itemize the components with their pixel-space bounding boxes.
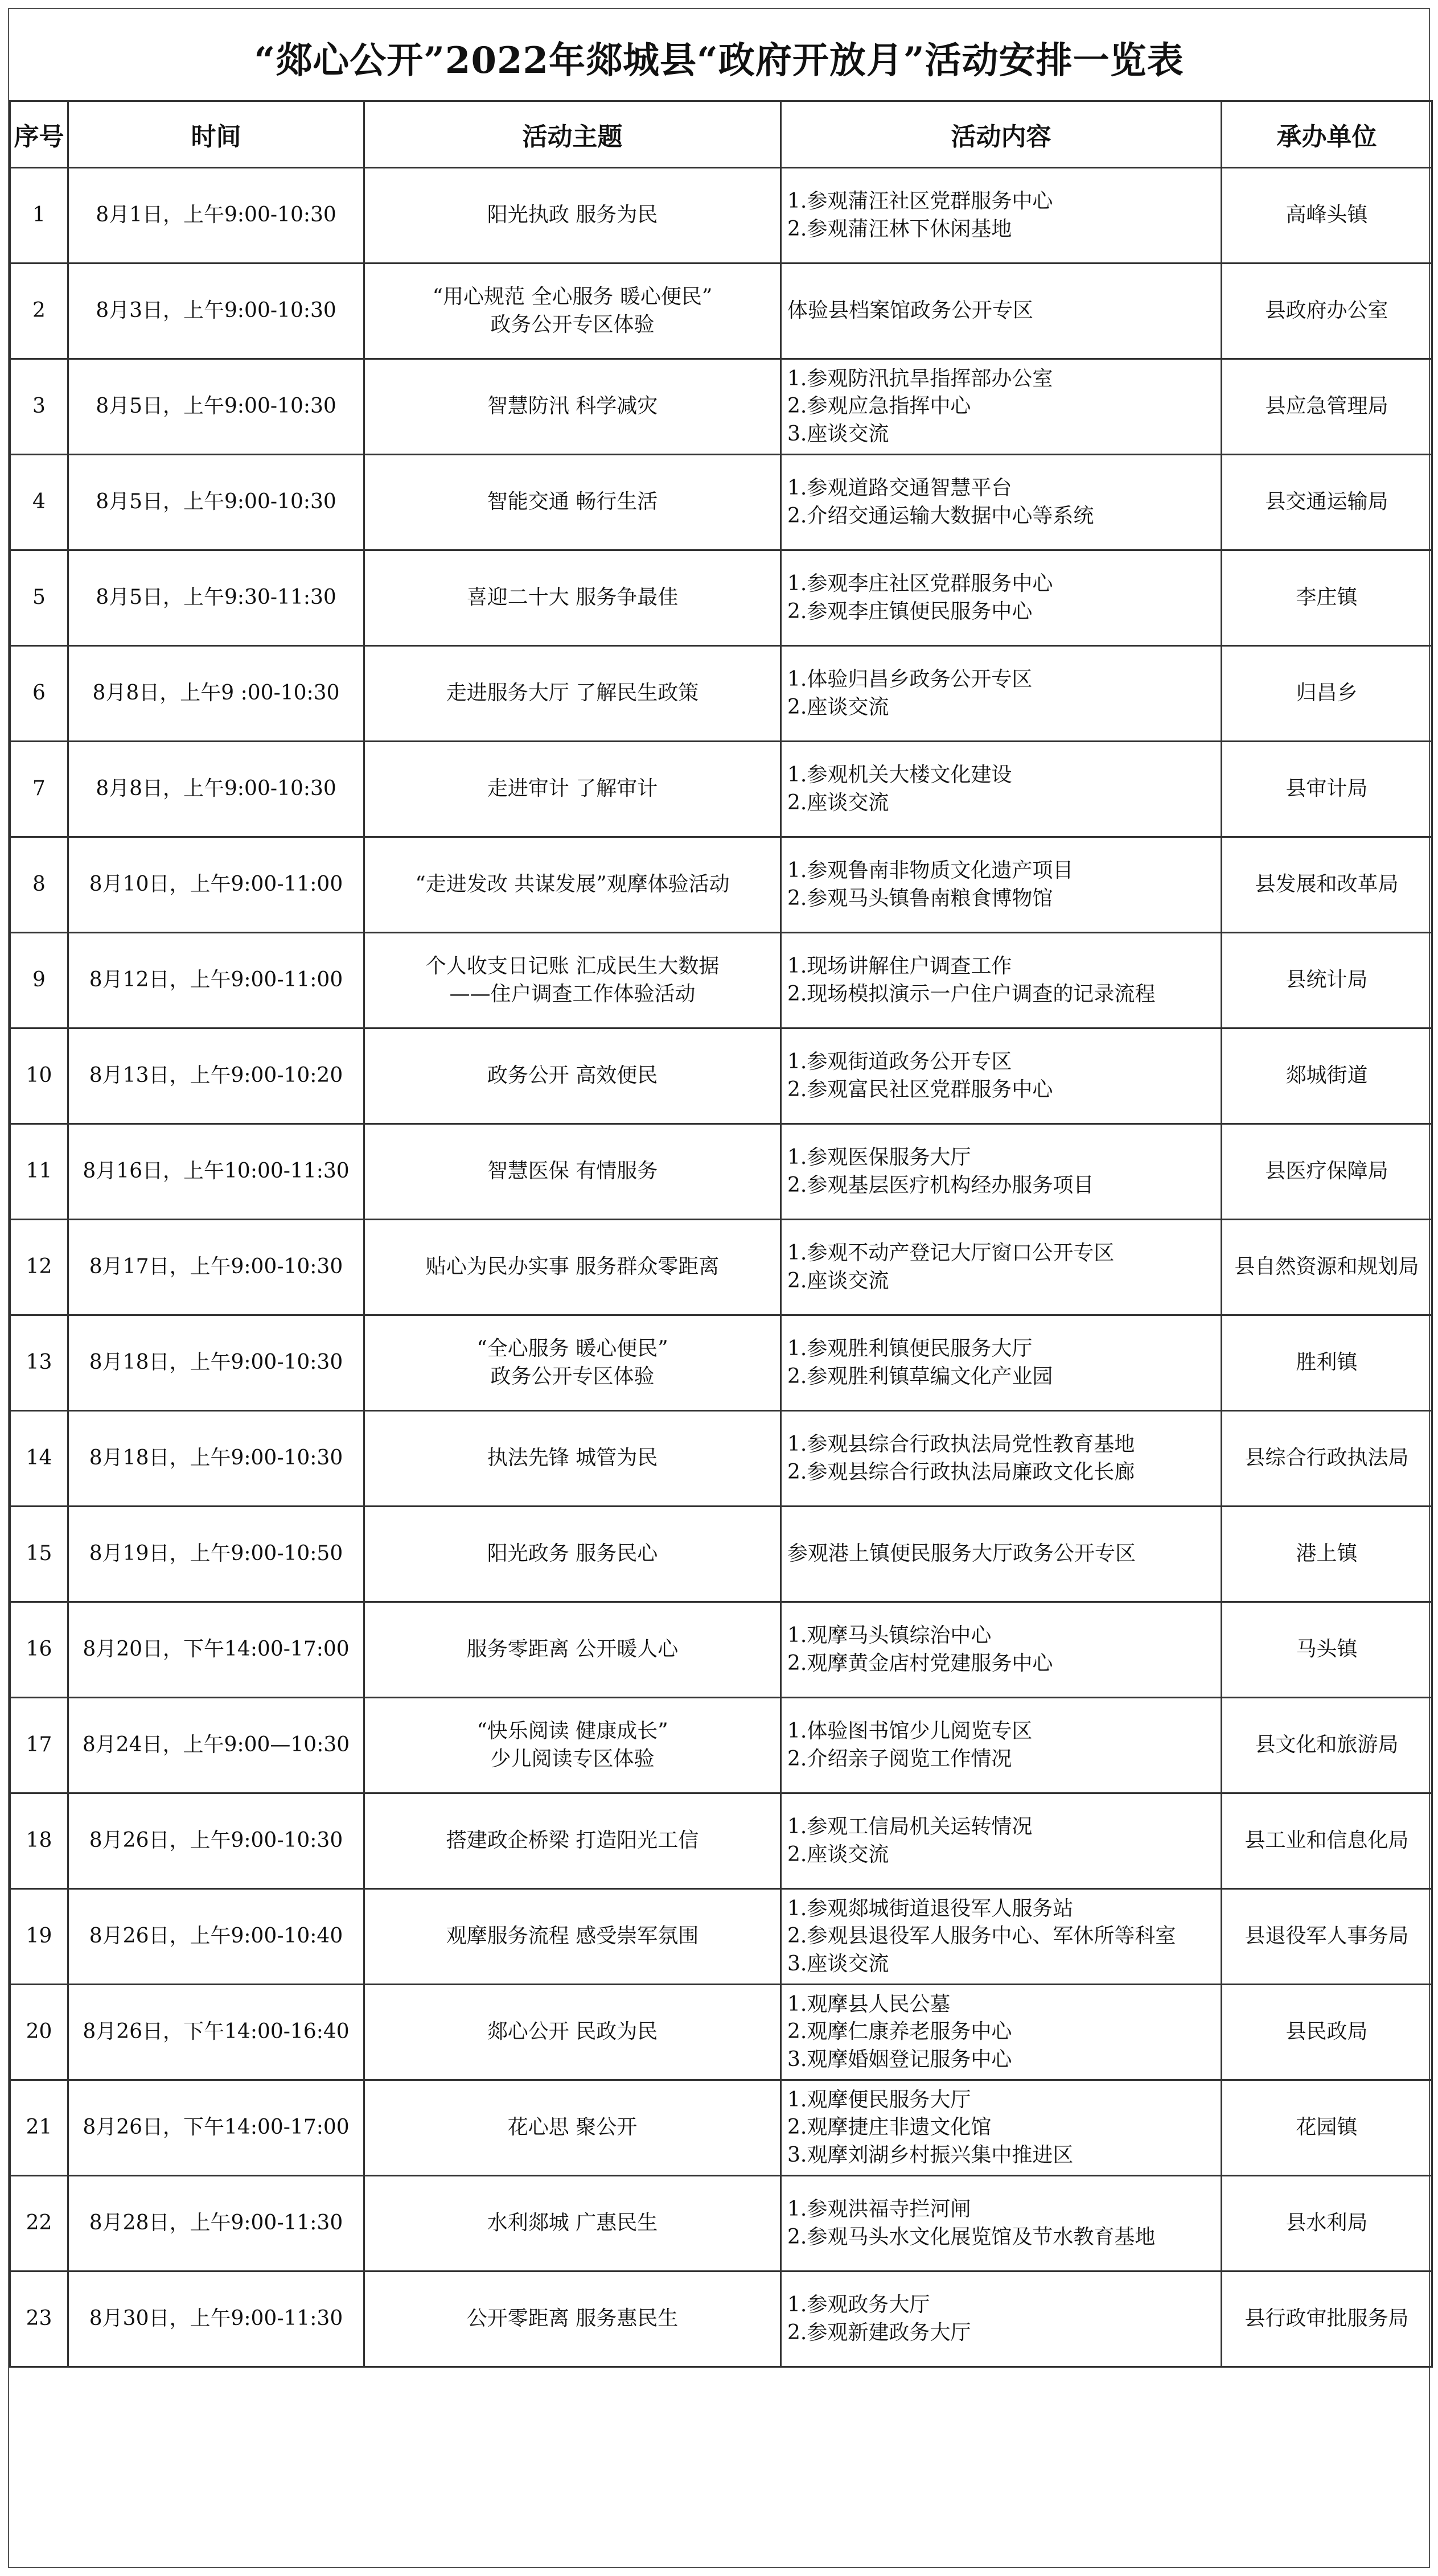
cell-unit: 县自然资源和规划局 <box>1222 1220 1432 1315</box>
cell-content: 1.参观蒲汪社区党群服务中心 2.参观蒲汪林下休闲基地 <box>781 168 1222 264</box>
cell-theme: “全心服务 暖心便民” 政务公开专区体验 <box>364 1315 781 1411</box>
table-row <box>10 455 1432 550</box>
cell-content: 1.参观道路交通智慧平台 2.介绍交通运输大数据中心等系统 <box>781 455 1222 550</box>
cell-no: 20 <box>10 1985 68 2080</box>
cell-content: 体验县档案馆政务公开专区 <box>781 264 1222 359</box>
table-row <box>10 646 1432 742</box>
cell-time: 8月10日，上午9:00-11:00 <box>68 837 364 933</box>
cell-unit: 县审计局 <box>1222 742 1432 837</box>
cell-theme: “用心规范 全心服务 暖心便民” 政务公开专区体验 <box>364 264 781 359</box>
cell-theme: 花心思 聚公开 <box>364 2080 781 2176</box>
cell-no: 14 <box>10 1411 68 1507</box>
cell-time: 8月13日，上午9:00-10:20 <box>68 1028 364 1124</box>
cell-unit: 县退役军人事务局 <box>1222 1889 1432 1985</box>
table-row <box>10 2176 1432 2272</box>
cell-time: 8月12日，上午9:00-11:00 <box>68 933 364 1028</box>
cell-no: 4 <box>10 455 68 550</box>
header-theme: 活动主题 <box>364 101 781 168</box>
cell-theme: 服务零距离 公开暖人心 <box>364 1602 781 1698</box>
cell-unit: 县工业和信息化局 <box>1222 1793 1432 1889</box>
cell-unit: 县综合行政执法局 <box>1222 1411 1432 1507</box>
cell-content: 1.现场讲解住户调查工作 2.现场模拟演示一户住户调查的记录流程 <box>781 933 1222 1028</box>
document-sheet <box>8 8 1430 2568</box>
cell-unit: 李庄镇 <box>1222 550 1432 646</box>
cell-theme: 阳光政务 服务民心 <box>364 1507 781 1602</box>
cell-unit: 县文化和旅游局 <box>1222 1698 1432 1793</box>
cell-no: 2 <box>10 264 68 359</box>
cell-theme: 搭建政企桥梁 打造阳光工信 <box>364 1793 781 1889</box>
cell-content: 1.参观县综合行政执法局党性教育基地 2.参观县综合行政执法局廉政文化长廊 <box>781 1411 1222 1507</box>
cell-unit: 县行政审批服务局 <box>1222 2272 1432 2367</box>
header-time: 时间 <box>68 101 364 168</box>
table-row <box>10 1889 1432 1985</box>
cell-time: 8月1日，上午9:00-10:30 <box>68 168 364 264</box>
header-content: 活动内容 <box>781 101 1222 168</box>
cell-time: 8月28日，上午9:00-11:30 <box>68 2176 364 2272</box>
cell-time: 8月30日，上午9:00-11:30 <box>68 2272 364 2367</box>
cell-time: 8月16日，上午10:00-11:30 <box>68 1124 364 1220</box>
cell-content: 1.观摩马头镇综治中心 2.观摩黄金店村党建服务中心 <box>781 1602 1222 1698</box>
cell-no: 1 <box>10 168 68 264</box>
cell-content: 1.参观医保服务大厅 2.参观基层医疗机构经办服务项目 <box>781 1124 1222 1220</box>
cell-unit: 县发展和改革局 <box>1222 837 1432 933</box>
cell-time: 8月18日，上午9:00-10:30 <box>68 1315 364 1411</box>
cell-theme: 水利郯城 广惠民生 <box>364 2176 781 2272</box>
cell-content: 1.参观政务大厅 2.参观新建政务大厅 <box>781 2272 1222 2367</box>
cell-unit: 郯城街道 <box>1222 1028 1432 1124</box>
header-unit: 承办单位 <box>1222 101 1432 168</box>
cell-no: 21 <box>10 2080 68 2176</box>
cell-time: 8月26日，上午9:00-10:30 <box>68 1793 364 1889</box>
cell-unit: 高峰头镇 <box>1222 168 1432 264</box>
table-row <box>10 550 1432 646</box>
cell-time: 8月3日，上午9:00-10:30 <box>68 264 364 359</box>
cell-theme: 个人收支日记账 汇成民生大数据 ——住户调查工作体验活动 <box>364 933 781 1028</box>
cell-content: 1.观摩便民服务大厅 2.观摩捷庄非遗文化馆 3.观摩刘湖乡村振兴集中推进区 <box>781 2080 1222 2176</box>
cell-time: 8月5日，上午9:00-10:30 <box>68 455 364 550</box>
cell-no: 13 <box>10 1315 68 1411</box>
cell-theme: 智能交通 畅行生活 <box>364 455 781 550</box>
cell-no: 17 <box>10 1698 68 1793</box>
cell-no: 7 <box>10 742 68 837</box>
table-row <box>10 1602 1432 1698</box>
cell-content: 1.参观街道政务公开专区 2.参观富民社区党群服务中心 <box>781 1028 1222 1124</box>
cell-unit: 县水利局 <box>1222 2176 1432 2272</box>
table-row <box>10 2080 1432 2176</box>
cell-time: 8月19日，上午9:00-10:50 <box>68 1507 364 1602</box>
table-row <box>10 837 1432 933</box>
cell-no: 22 <box>10 2176 68 2272</box>
cell-content: 1.参观李庄社区党群服务中心 2.参观李庄镇便民服务中心 <box>781 550 1222 646</box>
cell-theme: 走进服务大厅 了解民生政策 <box>364 646 781 742</box>
table-row <box>10 742 1432 837</box>
cell-unit: 县交通运输局 <box>1222 455 1432 550</box>
cell-content: 1.参观机关大楼文化建设 2.座谈交流 <box>781 742 1222 837</box>
table-row <box>10 933 1432 1028</box>
cell-content: 1.参观不动产登记大厅窗口公开专区 2.座谈交流 <box>781 1220 1222 1315</box>
table-row <box>10 1793 1432 1889</box>
cell-theme: “快乐阅读 健康成长” 少儿阅读专区体验 <box>364 1698 781 1793</box>
table-header-row <box>10 101 1432 168</box>
cell-content: 1.参观洪福寺拦河闸 2.参观马头水文化展览馆及节水教育基地 <box>781 2176 1222 2272</box>
table-row <box>10 1220 1432 1315</box>
cell-no: 23 <box>10 2272 68 2367</box>
cell-no: 12 <box>10 1220 68 1315</box>
cell-time: 8月26日，下午14:00-16:40 <box>68 1985 364 2080</box>
cell-no: 9 <box>10 933 68 1028</box>
header-no: 序号 <box>10 101 68 168</box>
table-row <box>10 1315 1432 1411</box>
cell-no: 15 <box>10 1507 68 1602</box>
table-row <box>10 1507 1432 1602</box>
cell-unit: 县政府办公室 <box>1222 264 1432 359</box>
cell-unit: 县民政局 <box>1222 1985 1432 2080</box>
cell-no: 6 <box>10 646 68 742</box>
cell-unit: 港上镇 <box>1222 1507 1432 1602</box>
cell-no: 5 <box>10 550 68 646</box>
cell-theme: 阳光执政 服务为民 <box>364 168 781 264</box>
document-title: “郯心公开”2022年郯城县“政府开放月”活动安排一览表 <box>254 39 1184 82</box>
cell-time: 8月17日，上午9:00-10:30 <box>68 1220 364 1315</box>
cell-time: 8月24日，上午9:00—10:30 <box>68 1698 364 1793</box>
cell-content: 1.参观胜利镇便民服务大厅 2.参观胜利镇草编文化产业园 <box>781 1315 1222 1411</box>
cell-unit: 马头镇 <box>1222 1602 1432 1698</box>
table-row <box>10 359 1432 455</box>
cell-no: 10 <box>10 1028 68 1124</box>
cell-no: 3 <box>10 359 68 455</box>
cell-content: 1.参观工信局机关运转情况 2.座谈交流 <box>781 1793 1222 1889</box>
cell-theme: 执法先锋 城管为民 <box>364 1411 781 1507</box>
cell-time: 8月8日，上午9:00-10:30 <box>68 742 364 837</box>
cell-no: 8 <box>10 837 68 933</box>
cell-no: 19 <box>10 1889 68 1985</box>
table-row <box>10 1698 1432 1793</box>
cell-time: 8月26日，下午14:00-17:00 <box>68 2080 364 2176</box>
cell-theme: 公开零距离 服务惠民生 <box>364 2272 781 2367</box>
cell-content: 1.观摩县人民公墓 2.观摩仁康养老服务中心 3.观摩婚姻登记服务中心 <box>781 1985 1222 2080</box>
table-body <box>10 168 1432 2367</box>
cell-no: 16 <box>10 1602 68 1698</box>
cell-time: 8月8日，上午9 :00-10:30 <box>68 646 364 742</box>
cell-unit: 花园镇 <box>1222 2080 1432 2176</box>
cell-theme: 智慧防汛 科学减灾 <box>364 359 781 455</box>
cell-no: 11 <box>10 1124 68 1220</box>
cell-theme: 贴心为民办实事 服务群众零距离 <box>364 1220 781 1315</box>
cell-theme: 走进审计 了解审计 <box>364 742 781 837</box>
table-row <box>10 264 1432 359</box>
cell-content: 1.体验图书馆少儿阅览专区 2.介绍亲子阅览工作情况 <box>781 1698 1222 1793</box>
cell-time: 8月5日，上午9:30-11:30 <box>68 550 364 646</box>
cell-content: 参观港上镇便民服务大厅政务公开专区 <box>781 1507 1222 1602</box>
cell-theme: “走进发改 共谋发展”观摩体验活动 <box>364 837 781 933</box>
cell-content: 1.参观防汛抗旱指挥部办公室 2.参观应急指挥中心 3.座谈交流 <box>781 359 1222 455</box>
cell-unit: 县统计局 <box>1222 933 1432 1028</box>
cell-theme: 喜迎二十大 服务争最佳 <box>364 550 781 646</box>
cell-unit: 胜利镇 <box>1222 1315 1432 1411</box>
cell-content: 1.参观鲁南非物质文化遗产项目 2.参观马头镇鲁南粮食博物馆 <box>781 837 1222 933</box>
cell-theme: 政务公开 高效便民 <box>364 1028 781 1124</box>
cell-theme: 观摩服务流程 感受崇军氛围 <box>364 1889 781 1985</box>
cell-unit: 县医疗保障局 <box>1222 1124 1432 1220</box>
cell-content: 1.参观郯城街道退役军人服务站 2.参观县退役军人服务中心、军休所等科室 3.座谈交流 <box>781 1889 1222 1985</box>
cell-content: 1.体验归昌乡政务公开专区 2.座谈交流 <box>781 646 1222 742</box>
cell-unit: 归昌乡 <box>1222 646 1432 742</box>
table-row <box>10 1985 1432 2080</box>
cell-theme: 郯心公开 民政为民 <box>364 1985 781 2080</box>
cell-no: 18 <box>10 1793 68 1889</box>
cell-time: 8月26日，上午9:00-10:40 <box>68 1889 364 1985</box>
cell-time: 8月20日，下午14:00-17:00 <box>68 1602 364 1698</box>
activity-table <box>9 100 1433 2368</box>
table-row <box>10 2272 1432 2367</box>
cell-time: 8月18日，上午9:00-10:30 <box>68 1411 364 1507</box>
table-row <box>10 1028 1432 1124</box>
cell-unit: 县应急管理局 <box>1222 359 1432 455</box>
table-row <box>10 1124 1432 1220</box>
cell-time: 8月5日，上午9:00-10:30 <box>68 359 364 455</box>
table-row <box>10 168 1432 264</box>
table-row <box>10 1411 1432 1507</box>
cell-theme: 智慧医保 有情服务 <box>364 1124 781 1220</box>
